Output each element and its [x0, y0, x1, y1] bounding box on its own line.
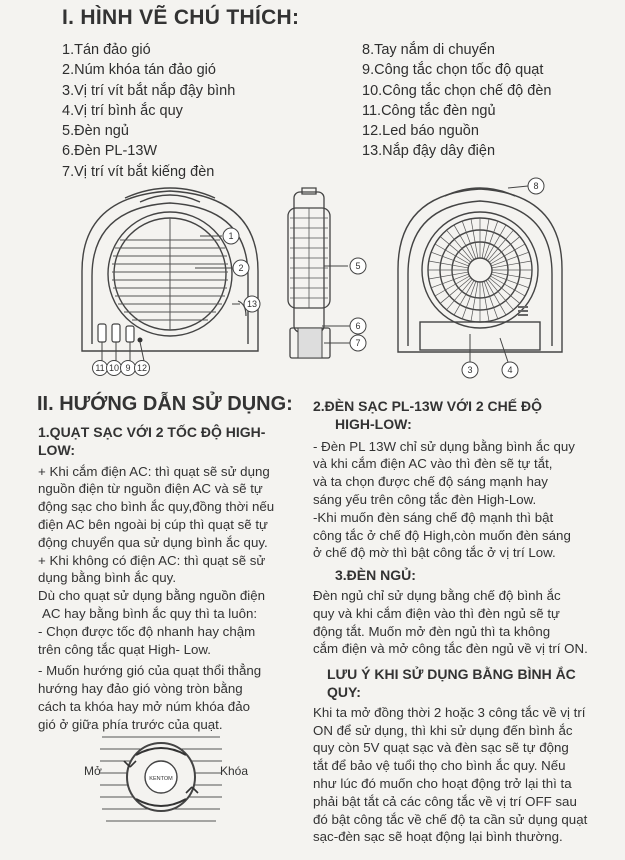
callout-11: 11: [95, 363, 105, 373]
callout-4: 4: [507, 365, 513, 375]
lock-knob-illustration: [96, 727, 226, 837]
grille-spoke: [491, 274, 529, 288]
fan-line: + Khi cắm điện AC: thì quạt sẽ sử dụng: [38, 463, 270, 479]
note-line: quy còn 5V quạt sạc và đèn sạc sẽ tự động: [313, 740, 569, 756]
nightlight-line: cắm điện và mở công tắc đèn ngủ về vị trí ON.: [313, 641, 588, 657]
grille-spoke: [484, 281, 498, 319]
fan-line: AC hay bằng bình ắc quy thì ta luôn:: [42, 605, 258, 621]
callout-9: 9: [125, 363, 131, 373]
note-heading: LƯU Ý KHI SỬ DỤNG BẰNG BÌNH ẮC QUY:: [327, 666, 576, 700]
callout-5: 5: [355, 261, 361, 271]
grille-spoke: [492, 272, 531, 279]
grille-spoke: [482, 219, 489, 258]
fan-line: Dù cho quạt sử dụng bằng nguồn điện: [38, 588, 266, 604]
grille-spoke: [462, 221, 476, 259]
fan-line: nguồn điện từ nguồn điện AC và sẽ tự: [38, 481, 263, 497]
callout-10: 10: [108, 363, 120, 373]
lamp-line: -Khi muốn đèn sáng chế độ mạnh thì bật: [313, 509, 554, 525]
bleed-through-watermark: [269, 110, 288, 161]
fan-front-view: [70, 176, 270, 376]
fan-line: cách ta khóa hay mở núm khóa đảo: [38, 698, 250, 714]
grille-spoke: [471, 282, 478, 321]
legend-item: 12.Led báo nguồn: [362, 123, 479, 140]
knob-lock-label: Khóa: [220, 764, 249, 778]
lamp-line: sáng yếu trên công tắc đèn High-Low.: [313, 491, 537, 507]
fan-line: - Muốn hướng gió của quạt thổi thẳng: [38, 663, 262, 679]
note-line: như lúc đó muốn cho hoạt động trở lại thì ta: [313, 775, 572, 791]
legend-item: 3.Vị trí vít bắt nắp đậy bình: [62, 82, 236, 99]
grille-spoke: [491, 252, 529, 266]
callout-8: 8: [533, 181, 539, 191]
legend-item: 13.Nắp đậy dây điện: [362, 143, 496, 160]
legend-item: 1.Tán đảo gió: [62, 42, 151, 58]
callout-2: 2: [238, 263, 244, 273]
fan-line: + Khi không có điện AC: thì quạt sẽ sử: [38, 552, 266, 568]
grille-spoke: [431, 252, 469, 266]
fan-line: - Chọn được tốc độ nhanh hay chậm: [38, 623, 256, 639]
fan-line: động chuyển qua sử dụng bình ắc quy.: [38, 534, 268, 550]
legend-item: 2.Núm khóa tán đảo gió: [62, 62, 216, 79]
note-line: đó bật công tắc về chế độ ta cần sử dụng quạt: [313, 811, 588, 827]
note-line: sạc-đèn sạc sẽ hoạt động lại bình thường.: [313, 829, 563, 845]
section-2-title: II. HƯỚNG DẪN SỬ DỤNG:: [37, 393, 293, 415]
note-line: phải bật tắt cả các công tắc về vị trí OFF sau: [313, 793, 577, 809]
legend-item: 11.Công tắc đèn ngủ: [362, 102, 496, 119]
lamp-instructions: [313, 398, 613, 846]
callout-6: 6: [355, 321, 361, 331]
lamp-line: ở chế độ mờ thì bật công tắc ở vị trí Low.: [313, 545, 556, 561]
callout-7: 7: [355, 338, 361, 348]
fan-line: dụng bằng bình ắc quy.: [38, 570, 177, 586]
fan-side-view: [280, 178, 380, 373]
nightlight-line: quy và khi cắm điện vào thì đèn ngủ sẽ tự: [313, 605, 560, 621]
legend-left: [62, 40, 235, 182]
fan-back-view: [390, 174, 570, 379]
lamp-line: và khi cắm điện AC vào thì đèn sẽ tự tắt,: [313, 456, 553, 472]
lamp-heading-1: 2.ĐÈN SẠC PL-13W VỚI 2 CHẾ ĐỘ: [313, 398, 542, 414]
callout-1: 1: [228, 231, 234, 241]
grille-spoke: [471, 219, 478, 258]
grille-spoke: [484, 221, 498, 259]
fan-heading: 1.QUẠT SẠC VỚI 2 TỐC ĐỘ HIGH-LOW:: [38, 424, 266, 458]
nightlight-heading: 3.ĐÈN NGỦ:: [335, 567, 416, 584]
grille-spoke: [492, 261, 531, 268]
lamp-line: công tắc ở chế độ High,còn muốn đèn sáng: [313, 527, 571, 543]
section-1-title: I. HÌNH VẼ CHÚ THÍCH:: [62, 6, 300, 29]
grille-spoke: [431, 274, 469, 288]
knob-open-label: Mở: [84, 764, 102, 778]
nightlight-line: Đèn ngủ chỉ sử dụng bằng chế độ bình ắc: [313, 587, 561, 603]
grille-spoke: [429, 272, 468, 279]
callout-3: 3: [467, 365, 473, 375]
note-line: ON để sử dụng, thì khi sử dụng đến bình ắc: [313, 722, 573, 738]
lamp-line: - Đèn PL 13W chỉ sử dụng bằng bình ắc quy: [313, 438, 575, 454]
fan-line: điện AC bên ngoài bị cúp thì quạt sẽ tự: [38, 516, 268, 532]
legend-item: 5.Đèn ngủ: [62, 123, 129, 140]
fan-instructions: [38, 424, 298, 734]
legend-item: 6.Đèn PL-13W: [62, 143, 158, 160]
callout-13: 13: [246, 299, 258, 309]
fan-line: động sạc cho bình ắc quy,đồng thời nếu: [38, 499, 275, 515]
nightlight-line: động tắt. Muốn mở đèn ngủ thì ta không: [313, 623, 551, 639]
note-line: Khi ta mở đồng thời 2 hoặc 3 công tắc về vị trí: [313, 704, 586, 720]
fan-line: hướng hay đảo gió vòng tròn bằng: [38, 681, 243, 697]
legend-right: [362, 40, 551, 162]
legend-item: 7.Vị trí vít bắt kiếng đèn: [62, 163, 215, 180]
grille-spoke: [429, 261, 468, 268]
note-line: tắt để bảo vệ tuổi thọ cho bình ắc quy. Nếu: [313, 758, 566, 774]
legend-item: 10.Công tắc chọn chế độ đèn: [362, 82, 552, 99]
knob-brand: KENTOM: [149, 776, 173, 782]
fan-line: gió ở giữa phía trước của quạt.: [38, 716, 223, 732]
grille-spoke: [482, 282, 489, 321]
callout-12: 12: [136, 363, 148, 373]
legend-item: 9.Công tắc chọn tốc độ quạt: [362, 62, 544, 79]
fan-line: trên công tắc quạt High- Low.: [38, 641, 211, 657]
grille-spoke: [462, 281, 476, 319]
lamp-heading-2: HIGH-LOW:: [335, 415, 412, 432]
legend-item: 8.Tay nắm di chuyển: [362, 42, 495, 58]
legend-item: 4.Vị trí bình ắc quy: [62, 102, 183, 119]
lamp-line: và ta chọn được chế độ sáng mạnh hay: [313, 474, 548, 490]
